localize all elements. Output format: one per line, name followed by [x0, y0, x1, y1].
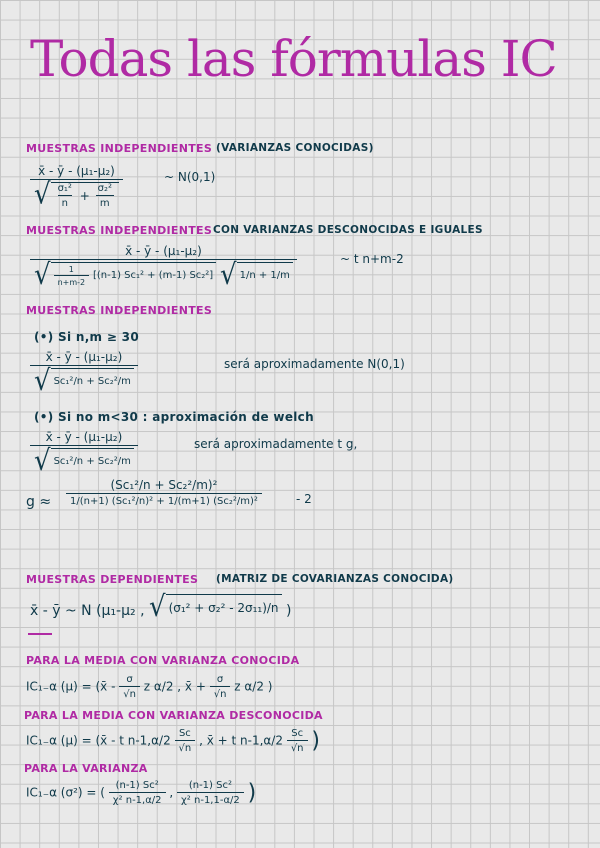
case-welch: (•) Si no m<30 : aproximación de welch [34, 410, 314, 424]
formula-welch: x̄ - ȳ - (μ₁-μ₂) √ Sc₁²/n + Sc₂²/m [30, 430, 138, 474]
ci-tail: ) [247, 780, 257, 806]
welch-denominator: 1/(n+1) (Sc₁²/n)² + 1/(m+1) (Sc₂²/m)² [66, 493, 262, 507]
section-heading-variance: PARA LA VARIANZA [24, 762, 148, 775]
numerator-2: (n-1) Sc² [188, 780, 232, 791]
sigma1-sq: σ₁² [57, 183, 72, 194]
sqrt-n-label: √n [287, 740, 308, 754]
formula-result-t: ~ t n+m-2 [340, 252, 404, 266]
ci-lhs: IC₁₋α (σ²) = ( [26, 785, 105, 800]
section-heading-independent-large: MUESTRAS INDEPENDIENTES [26, 304, 213, 317]
sigma-label: σ [126, 674, 133, 685]
ci-lhs: IC₁₋α (μ) = (x̄ - [26, 679, 116, 694]
ci-tail: ) [311, 728, 320, 754]
result-approx-t: será aproximadamente t g, [194, 437, 358, 451]
dependent-close: ) [285, 603, 292, 619]
divider-dash [28, 633, 52, 635]
section-heading-dependent: MUESTRAS DEPENDIENTES [26, 573, 199, 586]
ci-mean-unknown [26, 728, 320, 754]
dof-label: n+m-2 [54, 275, 90, 287]
ci-mid: , x̄ + t n-1,α/2 [199, 733, 283, 748]
section-note-known-variances: (VARIANZAS CONOCIDAS) [216, 142, 374, 154]
formula-independent-unknown: x̄ - ȳ - (μ₁-μ₂) √ $\frac{1}{n+m-2}$ [(n-1) Sc₁² + (m-1) Sc₂²] √ 1/n + 1/m [30, 244, 297, 288]
sc-label: Sc [178, 728, 191, 739]
formula-numerator: x̄ - ȳ - (μ₁-μ₂) [45, 350, 123, 364]
formula-denominator: Sc₁²/n + Sc₂²/m [51, 448, 134, 474]
ci-lhs: IC₁₋α (μ) = (x̄ - t n-1,α/2 [26, 733, 171, 748]
formula-numerator: x̄ - ȳ - (μ₁-μ₂) [125, 244, 202, 258]
welch-minus-two: - 2 [296, 492, 312, 506]
sqrt-n-label: √n [210, 686, 231, 700]
formula-independent-known: x̄ - ȳ - (μ₁-μ₂) √ $\frac{\text{σ₁²}}{n}$ + $\frac{\text{σ₂²}}{m}$ [30, 164, 123, 209]
dependent-lhs: x̄ - ȳ ~ N (μ₁-μ₂ , [30, 603, 145, 619]
ci-mid: z α/2 , x̄ + [143, 679, 206, 694]
numerator-1: (n-1) Sc² [115, 780, 159, 791]
section-heading-independent-known: MUESTRAS INDEPENDIENTES [26, 142, 213, 155]
section-note-covariance-known: (MATRIZ DE COVARIANZAS CONOCIDA) [216, 573, 454, 585]
sqrt-n-label: √n [119, 686, 140, 700]
n-label: n [58, 195, 72, 209]
formula-denominator: Sc₁²/n + Sc₂²/m [51, 368, 134, 394]
sqrt-n-label: √n [175, 740, 196, 754]
formula-result-normal: ~ N(0,1) [164, 170, 216, 184]
dependent-sqrt: (σ₁² + σ₂² - 2σ₁₁)/n [166, 594, 282, 620]
welch-df-formula [66, 478, 262, 507]
ci-sep: , [169, 785, 174, 800]
sigma2-sq: σ₂² [97, 183, 112, 194]
section-heading-mean-unknown: PARA LA MEDIA CON VARIANZA DESCONOCIDA [24, 709, 323, 722]
page-title: Todas las fórmulas IC [30, 30, 557, 88]
welch-numerator: (Sc₁²/n + Sc₂²/m)² [110, 478, 218, 492]
formula-numerator: x̄ - ȳ - (μ₁-μ₂) [38, 164, 115, 178]
section-note-unknown-equal: CON VARIANZAS DESCONOCIDAS E IGUALES [213, 224, 483, 236]
formula-dependent: x̄ - ȳ ~ N (μ₁-μ₂ , √ (σ₁² + σ₂² - 2σ₁₁)/n ) [30, 590, 292, 624]
pooled-variance: [(n-1) Sc₁² + (m-1) Sc₂²] [92, 270, 214, 281]
section-heading-mean-known: PARA LA MEDIA CON VARIANZA CONOCIDA [26, 654, 300, 667]
section-heading-independent-unknown: MUESTRAS INDEPENDIENTES [26, 224, 213, 237]
ci-tail: z α/2 ) [234, 679, 273, 694]
result-approx-normal: será aproximadamente N(0,1) [224, 357, 405, 371]
one-label: 1 [68, 264, 74, 274]
welch-g-label: g ≈ [26, 494, 52, 510]
m-label: m [96, 195, 114, 209]
chi-upper: χ² n-1,α/2 [109, 792, 166, 806]
sigma-label: σ [216, 674, 224, 685]
sc-label: Sc [291, 728, 304, 739]
formula-large-samples: x̄ - ȳ - (μ₁-μ₂) √ Sc₁²/n + Sc₂²/m [30, 350, 138, 394]
ci-variance [26, 780, 256, 806]
chi-lower: χ² n-1,1-α/2 [177, 792, 244, 806]
case-large-samples: (•) Si n,m ≥ 30 [34, 330, 139, 344]
ci-mean-known [26, 674, 272, 700]
formula-numerator: x̄ - ȳ - (μ₁-μ₂) [45, 430, 123, 444]
inverse-sizes: 1/n + 1/m [237, 262, 293, 288]
